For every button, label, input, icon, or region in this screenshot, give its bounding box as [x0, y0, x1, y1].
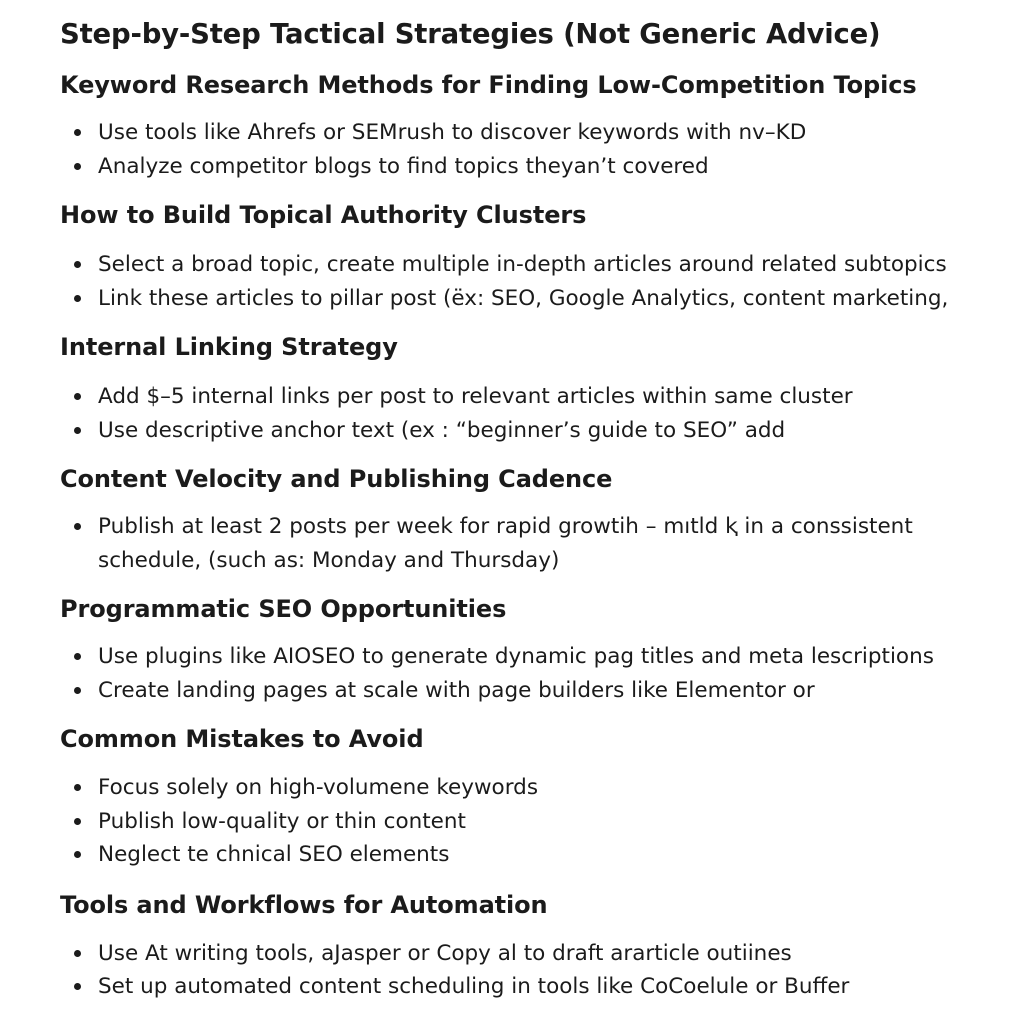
list-item — [60, 510, 998, 577]
list-item-text: Create landing pages at scale with page builders like Elementor or — [98, 677, 815, 703]
list-item-text: Publish low-quality or thin content — [98, 808, 466, 834]
bullet-dot-icon — [74, 295, 81, 302]
list-item — [60, 248, 998, 282]
list-item-text: Use plugins like AIOSEO to generate dynamic pag titles and meta lescriptions — [98, 644, 934, 669]
list-item-text: Publish at least 2 posts per week for rapid growtih – mıtld ⱪ in a conssistent schedule, (such as: Monday and Thursday) — [98, 514, 913, 573]
bullet-list — [60, 380, 1024, 447]
section-heading: How to Build Topical Authority Clusters — [60, 201, 587, 229]
bullet-list — [60, 640, 1024, 707]
section-heading: Internal Linking Strategy — [60, 333, 398, 361]
list-item-text: Select a broad topic, create multiple in-depth articles around related subtopics — [98, 252, 947, 277]
list-item — [60, 116, 998, 150]
list-item — [60, 282, 998, 316]
list-item-text: Focus solely on high-volumene keywords — [98, 775, 539, 800]
list-item-text: Set up automated content scheduling in tools like CoCoelule or Buffer — [98, 974, 850, 999]
bullet-dot-icon — [74, 950, 81, 957]
bullet-dot-icon — [74, 851, 81, 858]
section-tools-automation — [60, 888, 1024, 1004]
list-item — [60, 640, 998, 674]
bullet-dot-icon — [74, 163, 81, 170]
list-item — [60, 150, 998, 184]
section-heading: Content Velocity and Publishing Cadence — [60, 465, 613, 493]
list-item — [60, 970, 998, 1004]
list-item — [60, 838, 998, 872]
section-internal-linking — [60, 330, 1024, 447]
bullet-dot-icon — [74, 784, 81, 791]
bullet-list — [60, 937, 1024, 1004]
bullet-dot-icon — [74, 393, 81, 400]
bullet-list — [60, 116, 1024, 183]
list-item-text: Neglect te chnical SEO elements — [98, 842, 450, 867]
list-item-text: Use At writing tools, aJasper or Copy al to draft ararticle outiines — [98, 940, 792, 966]
section-common-mistakes — [60, 722, 1024, 872]
bullet-dot-icon — [74, 261, 81, 268]
section-keyword-research — [60, 68, 1024, 183]
bullet-dot-icon — [74, 523, 81, 530]
list-item — [60, 805, 998, 839]
bullet-list — [60, 248, 1024, 315]
list-item — [60, 380, 998, 414]
bullet-dot-icon — [74, 129, 81, 136]
section-heading: Tools and Workflows for Automation — [60, 890, 548, 919]
section-heading: Keyword Research Methods for Finding Low-Competition Topics — [60, 71, 917, 99]
list-item — [60, 674, 998, 708]
bullet-list — [60, 771, 1024, 872]
bullet-dot-icon — [74, 983, 81, 990]
list-item-text: Analyze competitor blogs to find topics theyan’t covered — [98, 153, 709, 179]
bullet-dot-icon — [74, 687, 81, 694]
section-content-velocity — [60, 462, 1024, 577]
list-item-text: Use tools like Ahrefs or SEMrush to discover keywords with nv–KD — [98, 120, 807, 145]
bullet-list — [60, 510, 1024, 577]
section-heading: Programmatic SEO Opportunities — [60, 595, 507, 623]
list-item — [60, 414, 998, 448]
list-item-text: Use descriptive anchor text (ex : “beginner’s guide to SEO” add — [98, 417, 786, 443]
bullet-dot-icon — [74, 427, 81, 434]
page-title: Step-by-Step Tactical Strategies (Not Generic Advice) — [60, 18, 881, 50]
section-topical-authority — [60, 198, 1024, 315]
list-item-text: Add $–5 internal links per post to relevant articles within same cluster — [98, 384, 853, 409]
bullet-dot-icon — [74, 653, 81, 660]
list-item-text: Link these articles to pillar post (ëx: SEO, Google Analytics, content marketing, — [98, 285, 949, 311]
bullet-dot-icon — [74, 818, 81, 825]
list-item — [60, 771, 998, 805]
section-programmatic-seo — [60, 592, 1024, 707]
list-item — [60, 937, 998, 971]
section-heading: Common Mistakes to Avoid — [60, 725, 424, 753]
